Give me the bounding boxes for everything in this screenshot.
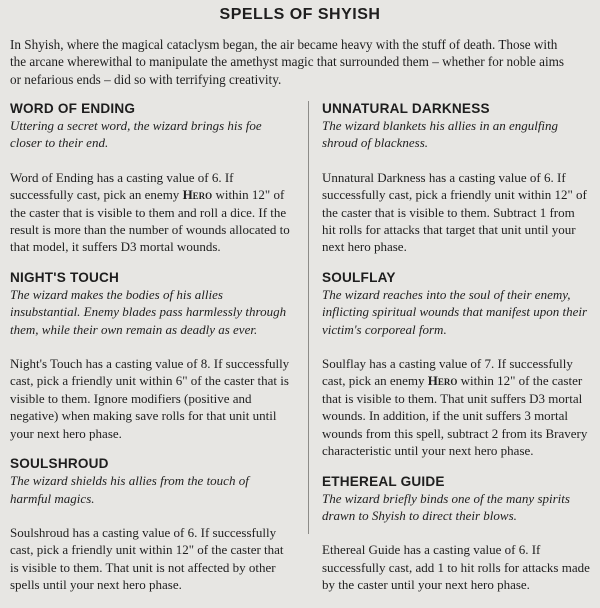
spell-flavor-text: Uttering a secret word, the wizard brings his foe closer to their end.: [10, 118, 262, 151]
spell-title: NIGHT'S TOUCH: [10, 269, 120, 285]
spell-rules-text: Unnatural Darkness has a casting value of 6. If successfully cast, pick a friendly unit within 12" of the caster that is visible to them. Subtract 1 from hit rolls for attacks that target that unit until your next hero phase.: [322, 169, 587, 255]
spell-rules-text: Soulshroud has a casting value of 6. If successfully cast, pick a friendly unit within 12" of the caster that is visible to them. That unit is not affected by other spells until your next hero phase.: [10, 524, 284, 593]
spell-soulflay: [322, 270, 590, 460]
spell-ethereal-guide: [322, 474, 590, 594]
intro-paragraph: In Shyish, where the magical cataclysm began, the air became heavy with the stuff of death. Those with the arcane wherewithal to manipulate the amethyst magic that surrounded them – whether for noble aims or nefarious ends – did so with terrifying creativity.: [10, 37, 565, 87]
spell-flavor-text: The wizard shields his allies from the touch of harmful magics.: [10, 473, 249, 506]
spell-rules-text: Ethereal Guide has a casting value of 6. If successfully cast, add 1 to hit rolls for attacks made by the caster until your next hero phase.: [322, 542, 590, 593]
spell-columns: [10, 101, 592, 593]
spell-title: SOULSHROUD: [10, 456, 109, 472]
spell-title: WORD OF ENDING: [10, 101, 136, 116]
spell-title: UNNATURAL DARKNESS: [322, 101, 490, 116]
spell-flavor-text: The wizard makes the bodies of his allies insubstantial. Enemy blades pass harmlessly through them, while their own remain as deadly as ever.: [10, 286, 287, 337]
spell-nights-touch: [10, 270, 292, 442]
spell-word-of-ending: [10, 101, 292, 256]
right-column: [322, 101, 590, 608]
rules-text-part: Soulflay has a casting value of 7. If successfully cast, pick an enemy: [322, 356, 573, 389]
spell-flavor-text: The wizard reaches into the soul of their enemy, inflicting spiritual wounds that manifest upon their victim's corporeal form.: [322, 286, 588, 337]
hero-keyword: Hero: [182, 187, 213, 203]
rules-text-part: within 12" of the caster that is visible to them. That unit suffers D3 mortal wounds. In addition, if the unit suffers 3 mortal wounds from this spell, subtract 2 from its Bravery characteristic until your next hero phase.: [322, 373, 588, 459]
spell-rules-text: Night's Touch has a casting value of 8. If successfully cast, pick a friendly unit within 6" of the caster that is visible to them. Ignore modifiers (positive and negative) when making save rolls for that unit until your next hero phase.: [10, 356, 290, 441]
page-title: SPELLS OF SHYISH: [219, 6, 381, 23]
spell-soulshroud: [10, 456, 292, 593]
spell-flavor-text: The wizard blankets his allies in an engulfing shroud of blackness.: [322, 118, 559, 151]
column-divider: [308, 101, 309, 534]
spell-title: SOULFLAY: [322, 269, 396, 285]
spell-title: ETHEREAL GUIDE: [322, 473, 445, 489]
left-column: [10, 101, 292, 608]
spell-unnatural-darkness: [322, 101, 590, 256]
spell-flavor-text: The wizard briefly binds one of the many spirits drawn to Shyish to direct their blows.: [322, 490, 570, 523]
spell-rules-text: [322, 355, 590, 459]
spell-rules-text: [10, 169, 292, 256]
rules-text-part: within 12" of the caster that is visible to them and roll a dice. If the result is more than the number of wounds allocated to that model, it suffers D3 mortal wounds.: [10, 187, 290, 255]
rules-text-part: Word of Ending has a casting value of 6. If successfully cast, pick an enemy: [10, 169, 234, 203]
hero-keyword: Hero: [427, 373, 458, 389]
